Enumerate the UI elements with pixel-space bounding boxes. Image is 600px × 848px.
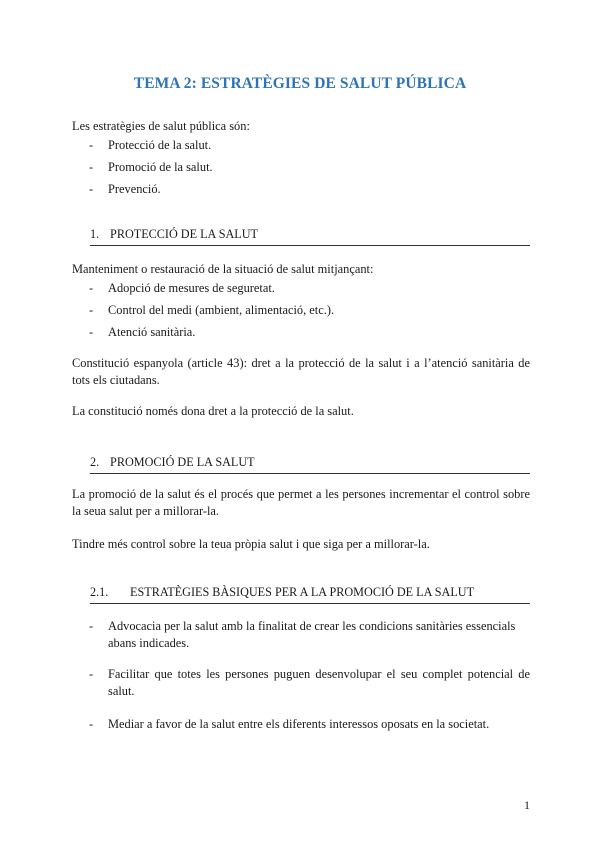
section21-list-item-advocacia — [72, 618, 530, 651]
section1-lead: Manteniment o restauració de la situació de salut mitjançant: — [72, 262, 374, 276]
list-dash: - — [89, 303, 94, 317]
section-heading-promocio: 2. PROMOCIÓ DE LA SALUT — [90, 454, 530, 474]
section1-list — [72, 280, 530, 346]
section1-paragraph-dret: La constitució només dona dret a la protecció de la salut. — [72, 404, 354, 418]
list-item: - Atenció sanitària. — [89, 325, 196, 339]
list-dash: - — [89, 182, 94, 196]
list-item: - Facilitar que totes les persones puguen desenvolupar el seu complet potencial de salut. — [89, 667, 530, 698]
section1-paragraph-constitucio: Constitució espanyola (article 43): dret a la protecció de la salut i a l’atenció sanitària de tots els ciutadans. — [72, 356, 530, 387]
list-dash: - — [89, 160, 94, 174]
list-dash: - — [89, 325, 94, 339]
list-dash: - — [89, 138, 94, 152]
list-item: - Mediar a favor de la salut entre els diferents interessos oposats en la societat. — [89, 717, 490, 731]
list-item: - Adopció de mesures de seguretat. — [89, 281, 275, 295]
list-item: - Advocacia per la salut amb la finalitat de crear les condicions sanitàries essencials abans indicades. — [89, 619, 516, 650]
list-dash: - — [89, 717, 94, 731]
intro-list — [72, 137, 530, 203]
section2-paragraph-control: Tindre més control sobre la teua pròpia salut i que siga per a millorar-la. — [72, 537, 430, 551]
section-heading-proteccio: 1. PROTECCIÓ DE LA SALUT — [90, 226, 530, 246]
page-title: TEMA 2: ESTRATÈGIES DE SALUT PÚBLICA — [133, 75, 467, 92]
list-item: - Control del medi (ambient, alimentació, etc.). — [89, 303, 335, 317]
list-dash: - — [89, 619, 94, 633]
section21-list-item-facilitar — [72, 666, 530, 699]
list-item: - Protecció de la salut. — [89, 138, 212, 152]
list-item: - Prevenció. — [89, 182, 161, 196]
section21-list-item-mediar — [72, 716, 530, 733]
list-dash: - — [89, 281, 94, 295]
section2-paragraph-definition: La promoció de la salut és el procés que permet a les persones incrementar el control sobre la seua salut per a millorar-la. — [72, 487, 530, 518]
intro-text: Les estratègies de salut pública són: — [72, 119, 250, 133]
list-item: - Promoció de la salut. — [89, 160, 213, 174]
section-heading-estrategies: 2.1. ESTRATÈGIES BÀSIQUES PER A LA PROMOCIÓ DE LA SALUT — [90, 584, 530, 604]
page-number: 1 — [524, 798, 530, 812]
list-dash: - — [89, 667, 94, 681]
